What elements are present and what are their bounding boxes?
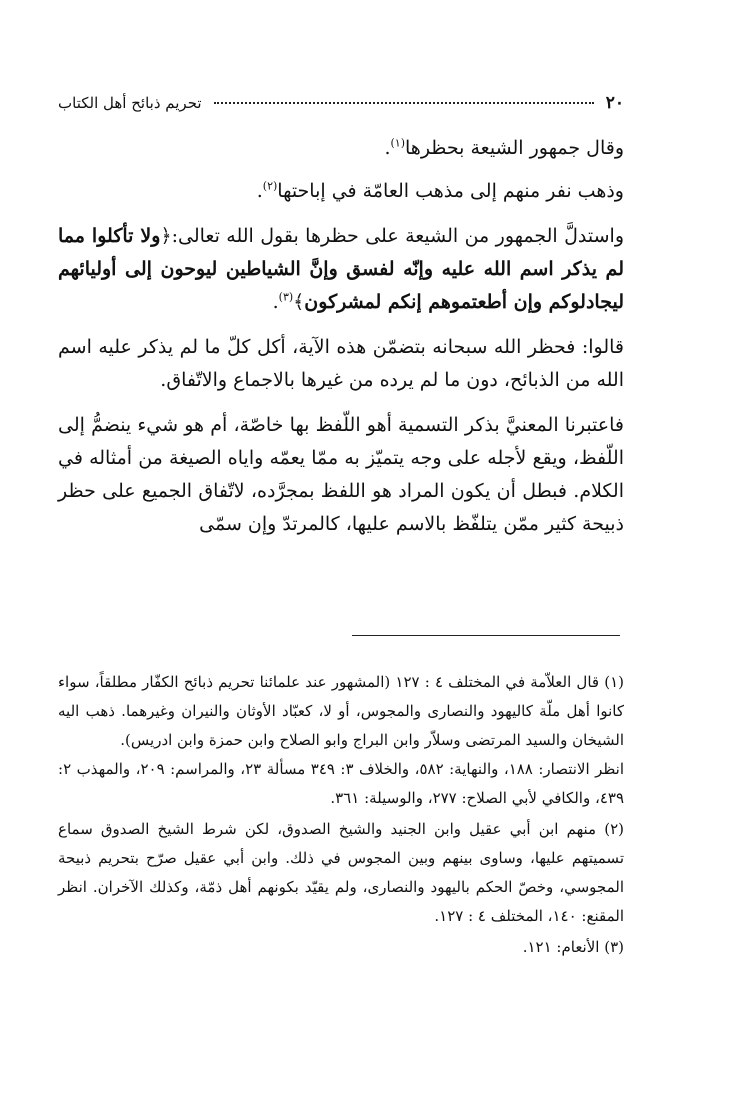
quran-close-bracket: ﴾ [293,291,305,313]
page-number: ٢٠ [605,93,624,113]
paragraph-3 [58,220,624,319]
paragraph-3-end: . [272,291,279,313]
quran-open-bracket: ﴿ [160,225,172,247]
paragraph-1-end: . [384,137,391,159]
footnote-2: (٢) منهم ابن أبي عقيل وابن الجنيد والشيخ الصدوق، لكن شرط الشيخ الصدوق سماع تسميتهم عليها، وساوى بينهم وبين المجوس في ذلك. وابن أبي عقيل صرّح بتحريم ذبيحة المجوسي، وخصّ الحكم باليهود والنصارى، ولم يقيّد بكونهم أهل ذمّة، وكذلك الآخران. انظر المقنع: ١٤٠، المختلف ٤ : ١٢٧. [58,820,624,925]
quran-verse: ولا تأكلوا مما لم يذكر اسم الله عليه وإنّه لفسق وإنَّ الشياطين ليوحون إلى أوليائهم ليجادلوكم وإن أطعتموهم إنكم لمشركون [58,225,624,313]
footnotes [58,668,624,962]
header-leader-dots [214,102,594,104]
footnote-1: (١) قال العلاّمة في المختلف ٤ : ١٢٧ (المشهور عند علمائنا تحريم ذبائح الكفّار مطلقاً، سواء كانوا أهل ملّة كاليهود والنصارى والمجوس، أو لا، كعبّاد الأوثان والنيران وغيرهما. ذهب اليه الشيخان والسيد المرتضى وسلاّر وابن البراج وابو الصلاح وابن حمزة وابن ادريس). [58,673,624,749]
paragraph-2-end: . [256,180,263,202]
footnote-1-sources: انظر الانتصار: ١٨٨، والنهاية: ٥٨٢، والخلاف ٣: ٣٤٩ مسألة ٢٣، والمراسم: ٢٠٩، والمهذب ٢: ٤٣٩، والكافي لأبي الصلاح: ٢٧٧، والوسيلة: ٣٦١. [58,760,625,807]
paragraph-4: قالوا: فحظر الله سبحانه بتضمّن هذه الآية، أكل كلّ ما لم يذكر عليه اسم الله من الذبائح، دون ما لم يرده من غيرها بالاجماع والاتّفاق. [58,336,624,391]
running-header [58,88,624,118]
paragraph-1-text: وقال جمهور الشيعة بحظرها [405,137,624,159]
paragraph-3-intro: واستدلَّ الجمهور من الشيعة على حظرها بقول الله تعالى: [171,225,625,247]
paragraph-1 [58,132,624,165]
footnote-separator [352,635,620,636]
running-title: تحريم ذبائح أهل الكتاب [58,94,202,112]
paragraph-2-text: وذهب نفر منهم إلى مذهب العامّة في إباحتها [277,180,624,202]
footnote-3: (٣) الأنعام: ١٢١. [522,938,624,956]
footnote-ref-2[interactable]: (٢) [262,179,278,193]
main-text [58,132,624,553]
footnote-ref-1[interactable]: (١) [390,136,406,150]
paragraph-2 [58,175,624,208]
footnote-ref-3[interactable]: (٣) [278,290,294,304]
paragraph-5: فاعتبرنا المعنيَّ بذكر التسمية أهو اللّفظ بها خاصّة، أم هو شيء ينضمُّ إلى اللّفظ، ويقع لأجله على وجه يتميّز به ممّا يعمّه واياه الصيغة من أمثاله في الكلام. فبطل أن يكون المراد هو اللفظ بمجرَّده، لاتّفاق الجميع على حظر ذبيحة كثير ممّن يتلفّظ بالاسم عليها، كالمرتدّ وإن سمّى [58,414,624,535]
